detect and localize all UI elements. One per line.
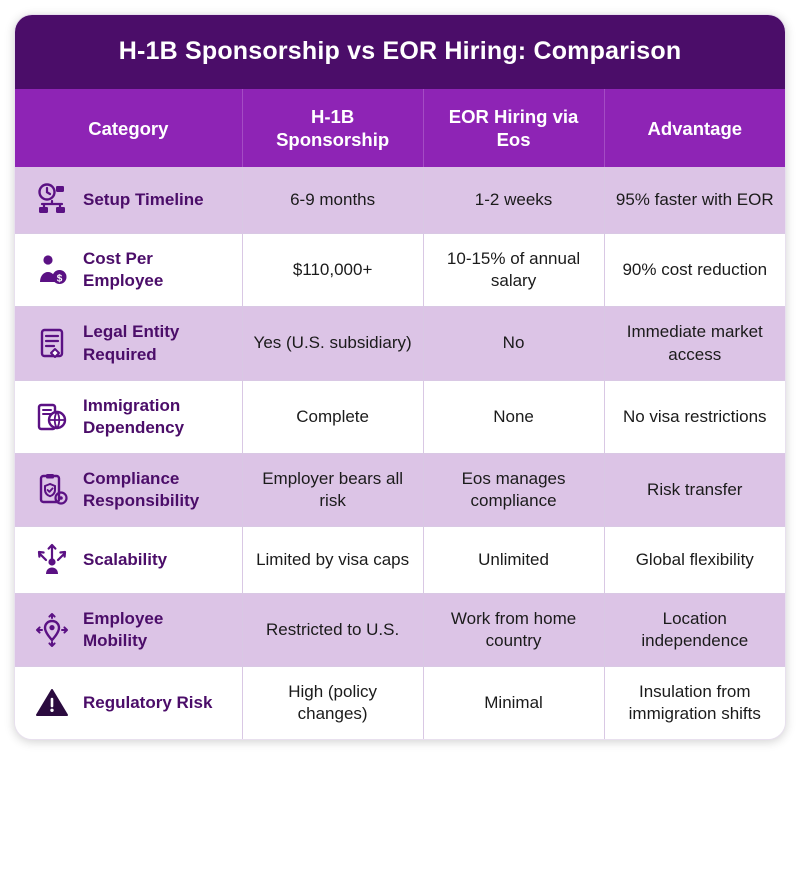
cell-eor: 10-15% of annual salary (423, 234, 604, 307)
table-header-row (15, 89, 785, 167)
compliance-shield-icon (33, 471, 71, 509)
cell-eor: Minimal (423, 667, 604, 740)
cell-h1b: $110,000+ (242, 234, 423, 307)
row-category-cell (15, 527, 242, 594)
column-header-eor: EOR Hiring via Eos (423, 89, 604, 167)
timeline-clock-icon (33, 181, 71, 219)
warning-triangle-icon (33, 684, 71, 722)
cell-eor: 1-2 weeks (423, 167, 604, 234)
category-label: Cost Per Employee (83, 249, 164, 291)
row-category-cell (15, 380, 242, 453)
row-category-cell (15, 453, 242, 526)
mobility-location-icon (33, 611, 71, 649)
cell-h1b: Yes (U.S. subsidiary) (242, 307, 423, 380)
cell-eor: No (423, 307, 604, 380)
table-row (15, 527, 785, 594)
column-header-h1b: H-1B Sponsorship (242, 89, 423, 167)
cell-h1b: High (policy changes) (242, 667, 423, 740)
cell-advantage: Location independence (604, 594, 785, 667)
employee-cost-icon (33, 251, 71, 289)
table-header (15, 89, 785, 167)
comparison-card (14, 14, 786, 740)
cell-advantage: 90% cost reduction (604, 234, 785, 307)
column-header-advantage: Advantage (604, 89, 785, 167)
row-category-cell (15, 234, 242, 307)
row-category-cell (15, 667, 242, 740)
page-title: H-1B Sponsorship vs EOR Hiring: Comparison (15, 15, 785, 89)
table-row (15, 667, 785, 740)
cell-eor: Eos manages compliance (423, 453, 604, 526)
category-label: Employee Mobility (83, 609, 164, 651)
cell-h1b: Complete (242, 380, 423, 453)
cell-h1b: 6-9 months (242, 167, 423, 234)
category-label: Legal Entity Required (83, 322, 180, 364)
cell-advantage: Immediate market access (604, 307, 785, 380)
category-label: Immigration Dependency (83, 395, 185, 437)
table-row (15, 594, 785, 667)
category-label: Setup Timeline (83, 190, 204, 210)
category-label: Compliance Responsibility (83, 468, 200, 510)
table-row (15, 453, 785, 526)
cell-h1b: Employer bears all risk (242, 453, 423, 526)
table-row (15, 234, 785, 307)
table-row (15, 380, 785, 453)
row-category-cell (15, 307, 242, 380)
category-label: Scalability (83, 549, 168, 569)
cell-advantage: Risk transfer (604, 453, 785, 526)
legal-document-icon (33, 325, 71, 363)
cell-advantage: No visa restrictions (604, 380, 785, 453)
table-body (15, 167, 785, 739)
passport-globe-icon (33, 398, 71, 436)
column-header-category: Category (15, 89, 242, 167)
category-label: Regulatory Risk (83, 693, 213, 713)
cell-eor: Work from home country (423, 594, 604, 667)
row-category-cell (15, 594, 242, 667)
cell-h1b: Restricted to U.S. (242, 594, 423, 667)
svg-text:$: $ (56, 273, 63, 285)
cell-advantage: 95% faster with EOR (604, 167, 785, 234)
cell-eor: None (423, 380, 604, 453)
cell-eor: Unlimited (423, 527, 604, 594)
comparison-table (15, 89, 785, 739)
row-category-cell (15, 167, 242, 234)
cell-advantage: Insulation from immigration shifts (604, 667, 785, 740)
table-row (15, 307, 785, 380)
cell-h1b: Limited by visa caps (242, 527, 423, 594)
table-row (15, 167, 785, 234)
scalability-arrows-icon (33, 541, 71, 579)
cell-advantage: Global flexibility (604, 527, 785, 594)
